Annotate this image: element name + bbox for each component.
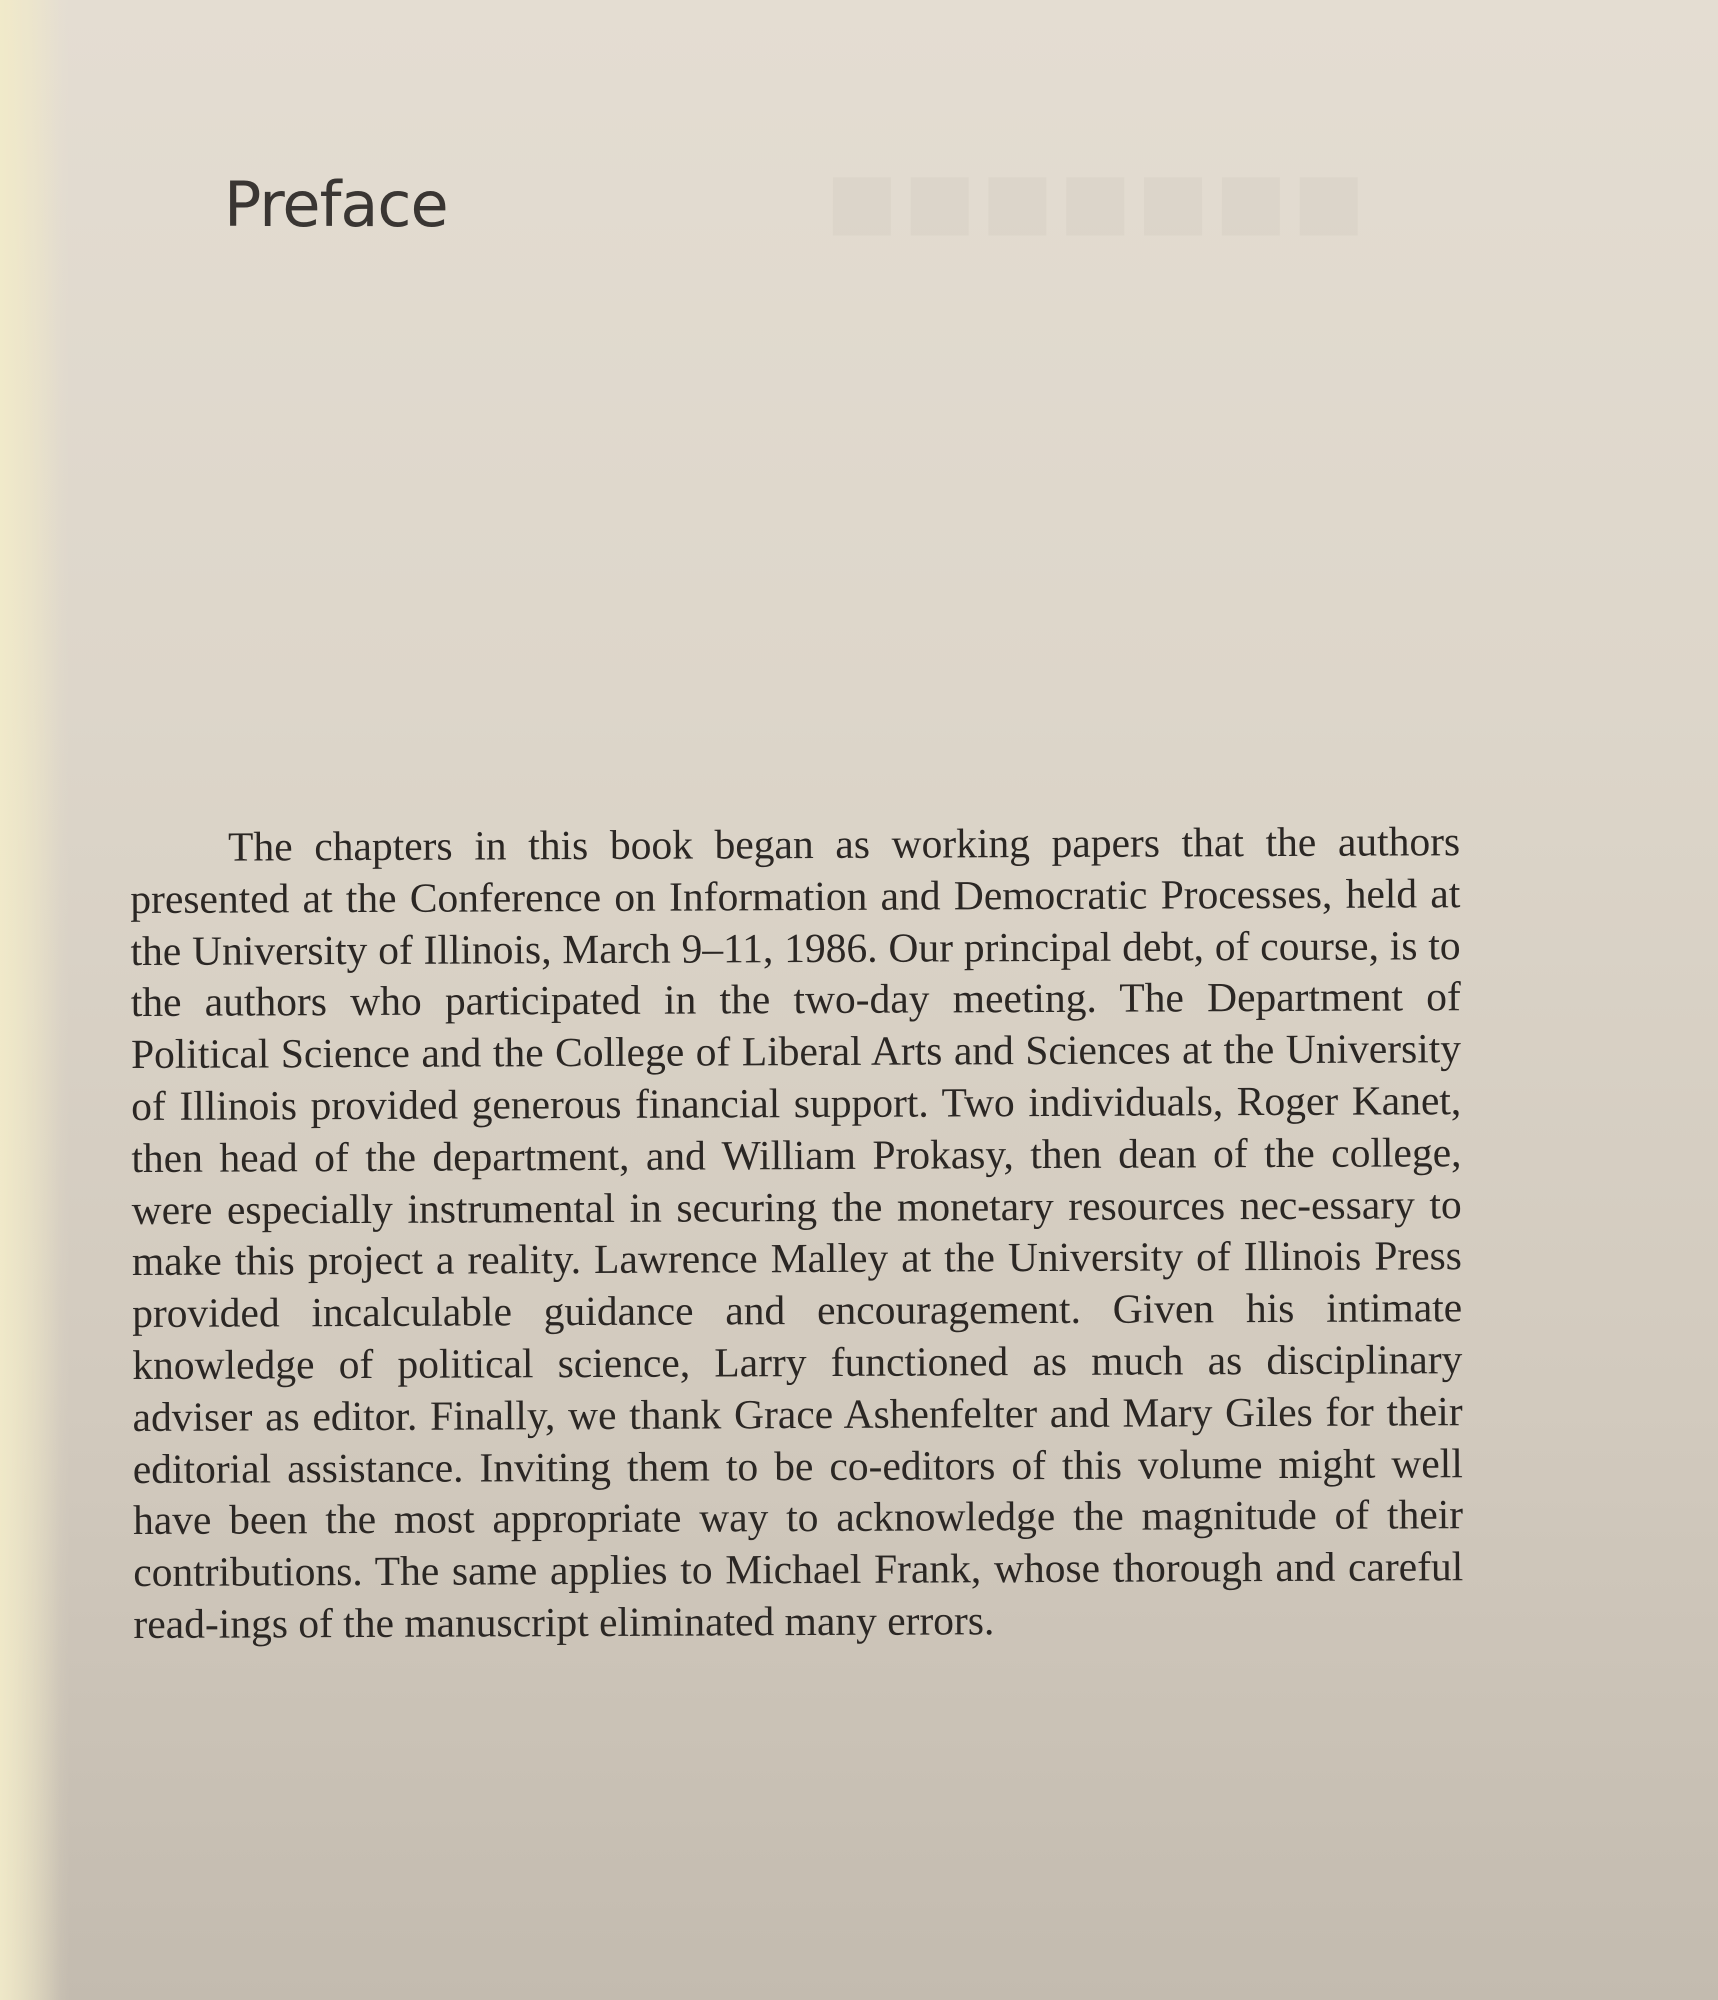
page-title: Preface — [224, 168, 448, 241]
preface-paragraph: The chapters in this book began as working papers that the authors presented at the Conference on Information and Democratic Processes, held at the University of Illinois, March 9–11, 1986. Our principal debt, of course, is to the authors who participated in the two-day meeting. The Department of Political Science and the College of Liberal Arts and Sciences at the University of Illinois provided generous financial support. Two individuals, Roger Kanet, then head of the department, and William Prokasy, then dean of the college, were especially instrumental in securing the monetary resources nec-essary to make this project a reality. Lawrence Malley at the University of Illinois Press provided incalculable guidance and encouragement. Given his intimate knowledge of political science, Larry functioned as much as disciplinary adviser as editor. Finally, we thank Grace Ashenfelter and Mary Giles for their editorial assistance. Inviting them to be co-editors of this volume might well have been the most appropriate way to acknowledge the magnitude of their contributions. The same applies to Michael Frank, whose thorough and careful read-ings of the manuscript eliminated many errors. — [130, 818, 1464, 1647]
bleed-through-shadow: ■■■■■■■ — [820, 155, 1365, 244]
spine-shadow — [0, 0, 70, 2000]
